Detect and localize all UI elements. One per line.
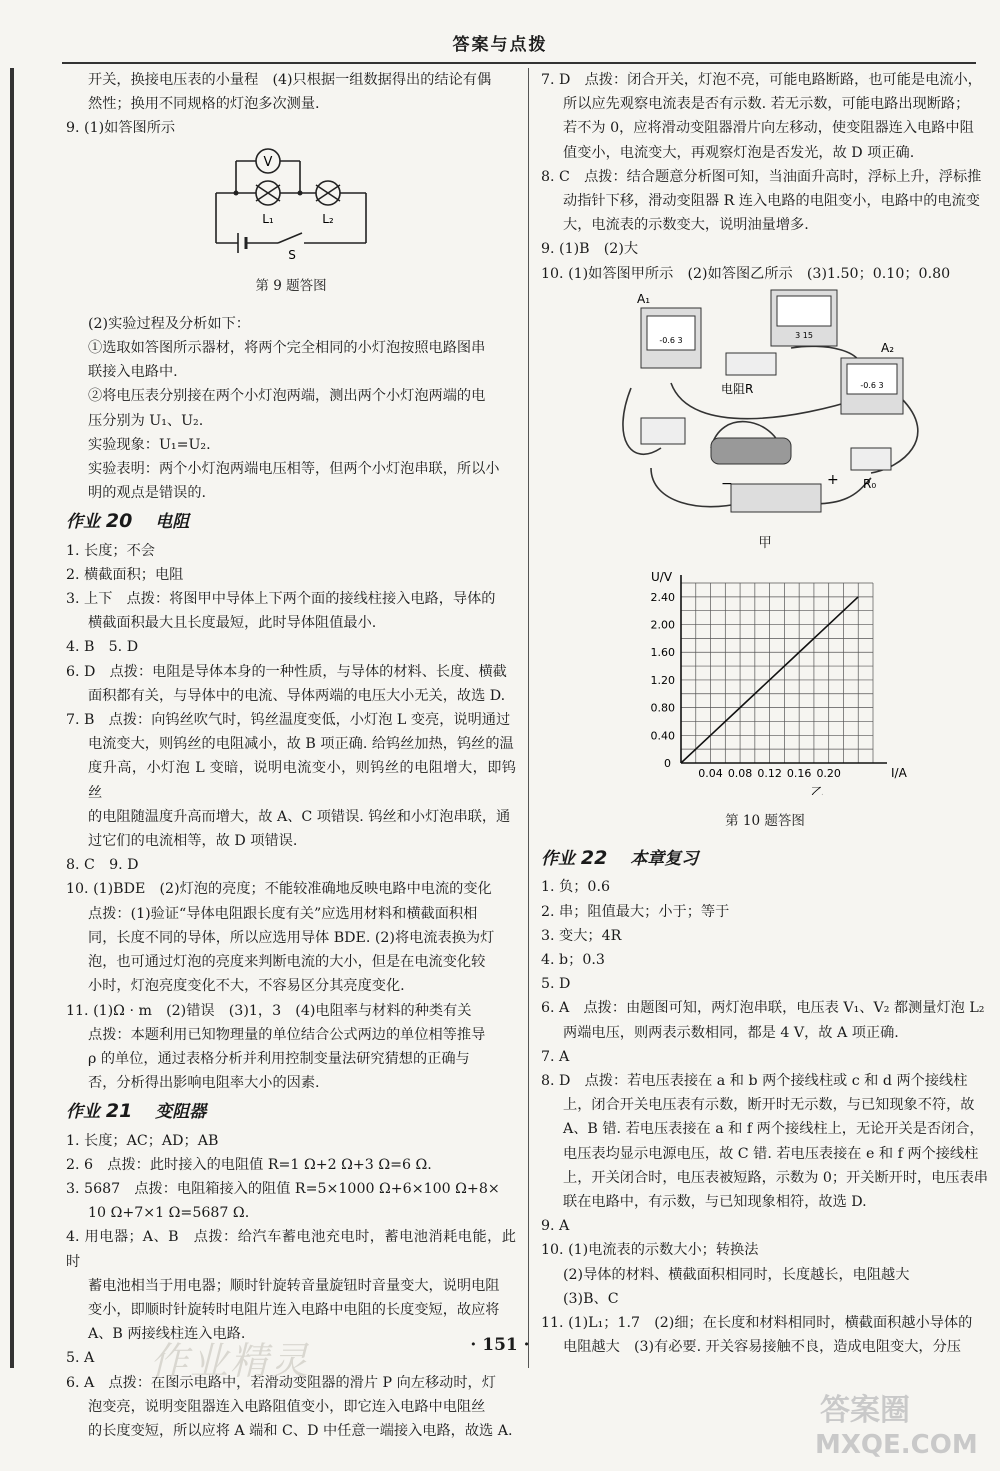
answer-line: 若不为 0，应将滑动变阻器滑片向左移动，使变阻器连入电路中阻 <box>563 120 974 137</box>
answer-line: 3. 上下 点拨：将图甲中导体上下两个面的接线柱接入电路，导体的 <box>66 591 496 608</box>
text-line: (2)实验过程及分析如下： <box>88 315 250 332</box>
answer-line: 面积都有关，与导体中的电流、导体两端的电压大小无关，故选 D. <box>88 687 506 704</box>
lamp-l2-label: L₂ <box>322 211 334 226</box>
answer-line: 过它们的电流相等，故 D 项错误. <box>88 833 298 850</box>
q9-circuit-figure <box>66 143 516 261</box>
lamp-l1-label: L₁ <box>262 211 274 226</box>
y-tick-label: 2.00 <box>650 618 675 632</box>
answer-line: (3)B、C <box>563 1290 619 1307</box>
answer-line: 电流变大，则钨丝的电阻减小，故 B 项正确. 给钨丝加热，钨丝的温 <box>88 736 514 753</box>
answer-line: 10. (1)如答图甲所示 (2)如答图乙所示 (3)1.50；0.10；0.80 <box>541 265 951 282</box>
origin-label: 0 <box>664 757 671 771</box>
x-tick-label: 0.16 <box>786 767 812 781</box>
voltmeter-scale: 3 15 <box>795 330 813 340</box>
text-line: ②将电压表分别接在两个小灯泡两端，测出两个小灯泡两端的电 <box>88 388 486 405</box>
answer-line: 11. (1)L₁；1.7 (2)细；在长度和材料相同时，横截面积越小导体的 <box>541 1315 973 1332</box>
y-tick-label: 1.60 <box>650 646 675 660</box>
section-heading-20 <box>66 509 516 534</box>
answer-line: 10. (1)电流表的示数大小；转换法 <box>541 1242 759 1259</box>
section-number: 21 <box>105 1100 133 1123</box>
answer-line: 4. 用电器；A、B 点拨：给汽车蓄电池充电时，蓄电池消耗电能，此时 <box>66 1229 516 1270</box>
answer-line: 点拨：本题利用已知物理量的单位结合公式两边的单位相等推导 <box>88 1026 486 1043</box>
answer-line: 点拨：(1)验证“导体电阻跟长度有关”应选用材料和横截面积相 <box>88 905 478 922</box>
switch-label: S <box>288 247 296 261</box>
page-header-title: 答案与点拨 <box>452 35 548 55</box>
answer-line: 8. C 9. D <box>66 857 139 874</box>
watermark-logo: 答案圈 <box>820 1393 910 1428</box>
answer-line: 9. (1)B (2)大 <box>541 241 639 258</box>
resistor-label: 电阻R <box>721 381 754 396</box>
left-column <box>66 68 516 1443</box>
section-title: 本章复习 <box>630 849 699 870</box>
answer-line: 电压表均显示电源电压，故 C 错. 若电压表接在 e 和 f 两个接线柱 <box>563 1145 979 1162</box>
ammeter-a1-scale: -0.6 3 <box>659 335 683 345</box>
x-tick-label: 0.08 <box>727 767 753 781</box>
text-line: 联接入电路中. <box>88 364 178 381</box>
chart-sublabel: 乙 <box>810 786 824 796</box>
y-axis-label: U/V <box>651 570 673 585</box>
answer-line: ρ 的单位，通过表格分析并利用控制变量法研究猜想的正确与 <box>88 1050 470 1067</box>
section-title: 电阻 <box>155 512 190 533</box>
answer-line: 上，闭合开关电压表有示数，断开时无示数，与已知现象不符，故 <box>563 1097 975 1114</box>
battery-pack <box>731 484 821 512</box>
column-divider <box>528 68 529 1368</box>
answer-line: 1. 长度；不会 <box>66 542 155 559</box>
x-tick-label: 0.20 <box>816 767 841 781</box>
answer-line: (2)导体的材料、横截面积相同时，长度越长，电阻越大 <box>563 1266 910 1283</box>
q9-caption: 第 9 题答图 <box>255 278 327 295</box>
answer-line: 大，电流表的示数变大，说明油量增多. <box>563 217 809 234</box>
rheostat-device <box>711 438 791 464</box>
answer-line: 5. A <box>66 1350 95 1367</box>
answer-line: 1. 长度；AC；AD；AB <box>66 1132 219 1149</box>
answer-line: 5. D <box>541 976 571 993</box>
text-line: 实验表明：两个小灯泡两端电压相等，但两个小灯泡串联，所以小 <box>88 461 500 478</box>
answer-line: 7. B 点拨：向钨丝吹气时，钨丝温度变低，小灯泡 L 变亮，说明通过 <box>66 712 511 729</box>
section-heading-21 <box>66 1099 516 1124</box>
q9-circuit-diagram <box>66 143 516 261</box>
section-label: 作业 <box>66 1102 100 1123</box>
answer-line: A、B 错. 若电压表接在 a 和 f 两个接线柱上，无论开关是否闭合， <box>563 1121 984 1138</box>
answer-line: 两端电压，则两表示数相同，都是 4 V，故 A 项正确. <box>563 1024 899 1041</box>
answer-line: 3. 5687 点拨：电阻箱接入的阻值 R=5×1000 Ω+6×100 Ω+8× <box>66 1180 500 1197</box>
header-rule <box>62 62 976 64</box>
answer-line: 11. (1)Ω · m (2)错误 (3)1，3 (4)电阻率与材料的种类有关 <box>66 1002 472 1019</box>
answer-line: 2. 6 点拨：此时接入的电阻值 R=1 Ω+2 Ω+3 Ω=6 Ω. <box>66 1156 432 1173</box>
text-line: 然性；换用不同规格的灯泡多次测量. <box>88 96 320 113</box>
answer-line: 同，长度不同的导体，所以应选用导体 BDE. (2)将电流表换为灯 <box>88 929 495 946</box>
ammeter-a2-scale: -0.6 3 <box>860 380 884 390</box>
answer-line: 9. A <box>541 1218 570 1235</box>
text-line: 实验现象：U₁=U₂. <box>88 436 211 453</box>
x-tick-label: 0.12 <box>757 767 782 781</box>
answer-line: 2. 串；阻值最大；小于；等于 <box>541 903 730 920</box>
x-axis-label: I/A <box>891 766 907 781</box>
answer-line: 8. D 点拨：若电压表接在 a 和 b 两个接线柱或 c 和 d 两个接线柱 <box>541 1073 968 1090</box>
answer-line: 上，开关闭合时，电压表被短路，示数为 0；开关断开时，电压表串 <box>563 1169 988 1186</box>
section-20-body <box>66 539 516 1096</box>
answer-line: 6. A 点拨：由题图可知，两灯泡串联，电压表 V₁、V₂ 都测量灯泡 L₂ <box>541 1000 985 1017</box>
switch-device <box>641 418 685 444</box>
battery-minus: − <box>721 475 733 492</box>
answer-line: 2. 横截面积；电阻 <box>66 566 184 583</box>
answer-line: 7. A <box>541 1048 570 1065</box>
answer-line: 1. 负；0.6 <box>541 879 610 896</box>
answer-line: 小时，灯泡亮度变化不大，不容易区分其亮度变化. <box>88 978 405 995</box>
answer-line: 电阻越大 (3)有必要. 开关容易接触不良，造成电阻变大，分压 <box>563 1339 961 1356</box>
answer-line: 泡，也可通过灯泡的亮度来判断电流的大小，但是在电流变化较 <box>88 954 486 971</box>
stamp-mark: 作业精灵 <box>150 1339 311 1383</box>
q10-caption: 第 10 题答图 <box>725 812 805 829</box>
section-label: 作业 <box>541 849 575 870</box>
resistor-r0-label: R₀ <box>863 476 877 491</box>
section-number: 20 <box>105 510 133 533</box>
answer-line: 3. 变大；4R <box>541 927 622 944</box>
resistor-r0 <box>851 448 891 470</box>
resistor-r <box>726 353 776 375</box>
answer-line: 联在电路中，有示数，与已知现象相符，故选 D. <box>563 1194 867 1211</box>
section-number: 22 <box>580 847 608 870</box>
u-i-chart <box>541 569 989 795</box>
answer-line: 度升高，小灯泡 L 变暗，说明电流变小，则钨丝的电阻增大，即钨丝 <box>88 760 516 801</box>
right-column <box>541 68 989 1360</box>
answer-line: 的长度变短，所以应将 A 端和 C、D 中任意一端接入电路，故选 A. <box>88 1422 513 1439</box>
y-tick-label: 1.20 <box>650 673 675 687</box>
watermark-site: MXQE.COM <box>815 1430 978 1460</box>
answer-line: 8. C 点拨：结合题意分析图可知，当油面升高时，浮标上升，浮标推 <box>541 168 982 185</box>
y-tick-label: 0.40 <box>650 729 675 743</box>
answer-line: 的电阻随温度升高而增大，故 A、C 项错误. 钨丝和小灯泡串联，通 <box>88 808 511 825</box>
answer-line: 4. B 5. D <box>66 639 139 656</box>
q10-physical-circuit <box>541 288 989 518</box>
answer-line: 动指针下移，滑动变阻器 R 连入电路的电阻变小，电路中的电流变 <box>563 193 980 210</box>
q10-circuit-photo-figure <box>541 288 989 518</box>
y-tick-label: 0.80 <box>650 701 675 715</box>
q9-title: 9. (1)如答图所示 <box>66 120 176 137</box>
answer-line: 蓄电池相当于用电器；顺时针旋转音量旋钮时音量变大，说明电阻 <box>88 1277 500 1294</box>
ammeter-a2-label: A₂ <box>881 340 895 355</box>
text-line: 开关，换接电压表的小量程 (4)只根据一组数据得出的结论有偶 <box>88 72 492 88</box>
switch-lever <box>278 233 302 243</box>
answer-line: 10. (1)BDE (2)灯泡的亮度；不能较准确地反映电路中电流的变化 <box>66 881 492 898</box>
answer-line: 所以应先观察电流表是否有示数. 若无示数，可能电路出现断路； <box>563 96 970 113</box>
battery-plus: + <box>827 471 839 488</box>
section-21-body <box>66 1129 516 1444</box>
answer-line: 横截面积最大且长度最短，此时导体阻值最小. <box>88 615 377 632</box>
ammeter-a1-label: A₁ <box>637 291 651 306</box>
section-title: 变阻器 <box>155 1102 207 1123</box>
answer-line: 4. b；0.3 <box>541 952 605 969</box>
text-line: 明的观点是错误的. <box>88 485 207 502</box>
answer-line: 值变小，电流变大，再观察灯泡是否发光，故 D 项正确. <box>563 144 915 161</box>
binding-edge <box>10 68 14 1368</box>
answer-line: 变小，即顺时针旋转时电阻片连入电路中电阻的长度变短，故应将 <box>88 1301 500 1318</box>
section-22-body <box>541 875 989 1359</box>
text-line: ①选取如答图所示器材，将两个完全相同的小灯泡按照电路图串 <box>88 340 486 357</box>
answer-line: 6. D 点拨：电阻是导体本身的一种性质，与导体的材料、长度、横截 <box>66 663 507 680</box>
section-heading-22 <box>541 846 989 871</box>
answer-line: 否，分析得出影响电阻率大小的因素. <box>88 1075 320 1092</box>
answer-line: 泡变亮，说明变阻器连入电路阻值变小，即它连入电路中电阻丝 <box>88 1398 486 1415</box>
answer-line: A、B 两接线柱连入电路. <box>88 1326 246 1343</box>
q10-uv-chart-figure <box>541 569 989 795</box>
figure-jia-label: 甲 <box>758 535 772 552</box>
y-tick-label: 2.40 <box>650 590 675 604</box>
page-number: · 151 · <box>470 1335 530 1355</box>
answer-line: 10 Ω+7×1 Ω=5687 Ω. <box>88 1205 250 1222</box>
x-tick-label: 0.04 <box>698 767 723 781</box>
section-label: 作业 <box>66 512 100 533</box>
text-line: 压分别为 U₁、U₂. <box>88 412 204 429</box>
answer-line: 7. D 点拨：闭合开关，灯泡不亮，可能电路断路，也可能是电流小， <box>541 72 982 88</box>
voltmeter-label: V <box>263 154 273 170</box>
answer-line: 6. A 点拨：在图示电路中，若滑动变阻器的滑片 P 向左移动时，灯 <box>66 1374 496 1391</box>
